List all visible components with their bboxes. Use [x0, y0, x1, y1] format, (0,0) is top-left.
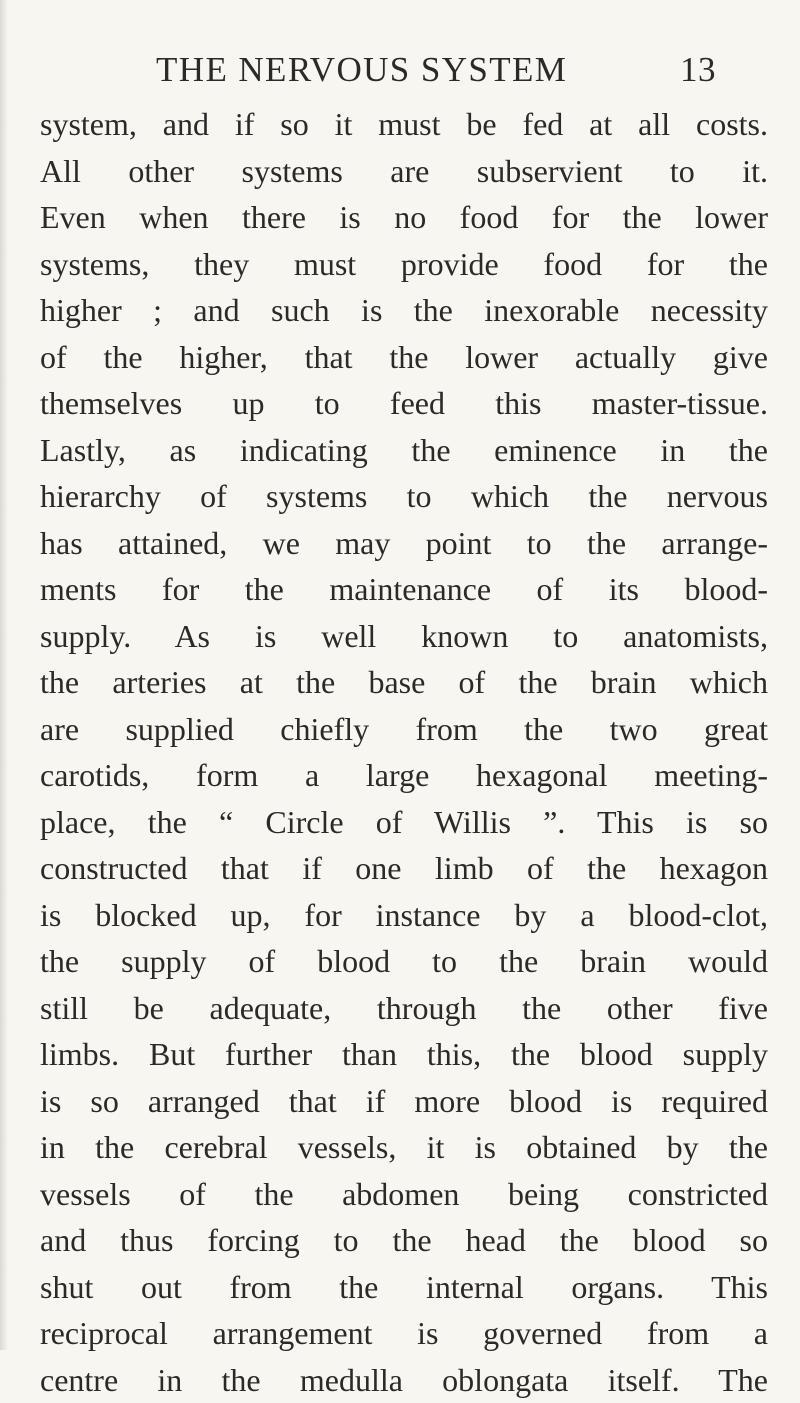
text-line: of the higher, that the lower actually give [40, 334, 768, 381]
text-line: constructed that if one limb of the hexagon [40, 845, 768, 892]
text-line: centre in the medulla oblongata itself. The [40, 1357, 768, 1403]
text-line: supply. As is well known to anatomists, [40, 613, 768, 660]
text-line: Lastly, as indicating the eminence in the [40, 427, 768, 474]
text-line: ments for the maintenance of its blood- [40, 566, 768, 613]
text-line: is so arranged that if more blood is required [40, 1078, 768, 1125]
body-text [40, 101, 768, 1403]
text-line: the arteries at the base of the brain which [40, 659, 768, 706]
text-line: has attained, we may point to the arrange- [40, 520, 768, 567]
running-head [156, 50, 716, 90]
text-line: are supplied chiefly from the two great [40, 706, 768, 753]
text-line: shut out from the internal organs. This [40, 1264, 768, 1311]
text-line: All other systems are subservient to it. [40, 148, 768, 195]
page-gutter-shadow [0, 0, 8, 1350]
running-title: THE NERVOUS SYSTEM [156, 50, 567, 90]
text-line: themselves up to feed this master-tissue. [40, 380, 768, 427]
text-line: limbs. But further than this, the blood supply [40, 1031, 768, 1078]
text-line: still be adequate, through the other five [40, 985, 768, 1032]
page-number: 13 [680, 50, 716, 90]
text-line: in the cerebral vessels, it is obtained by the [40, 1124, 768, 1171]
text-line: carotids, form a large hexagonal meeting- [40, 752, 768, 799]
text-line: higher ; and such is the inexorable necessity [40, 287, 768, 334]
text-line: system, and if so it must be fed at all costs. [40, 101, 768, 148]
text-line: place, the “ Circle of Willis ”. This is so [40, 799, 768, 846]
text-line: systems, they must provide food for the [40, 241, 768, 288]
text-line: the supply of blood to the brain would [40, 938, 768, 985]
text-line: reciprocal arrangement is governed from a [40, 1310, 768, 1357]
text-line: is blocked up, for instance by a blood-clot, [40, 892, 768, 939]
text-line: hierarchy of systems to which the nervous [40, 473, 768, 520]
text-line: Even when there is no food for the lower [40, 194, 768, 241]
text-line: and thus forcing to the head the blood so [40, 1217, 768, 1264]
text-line: vessels of the abdomen being constricted [40, 1171, 768, 1218]
